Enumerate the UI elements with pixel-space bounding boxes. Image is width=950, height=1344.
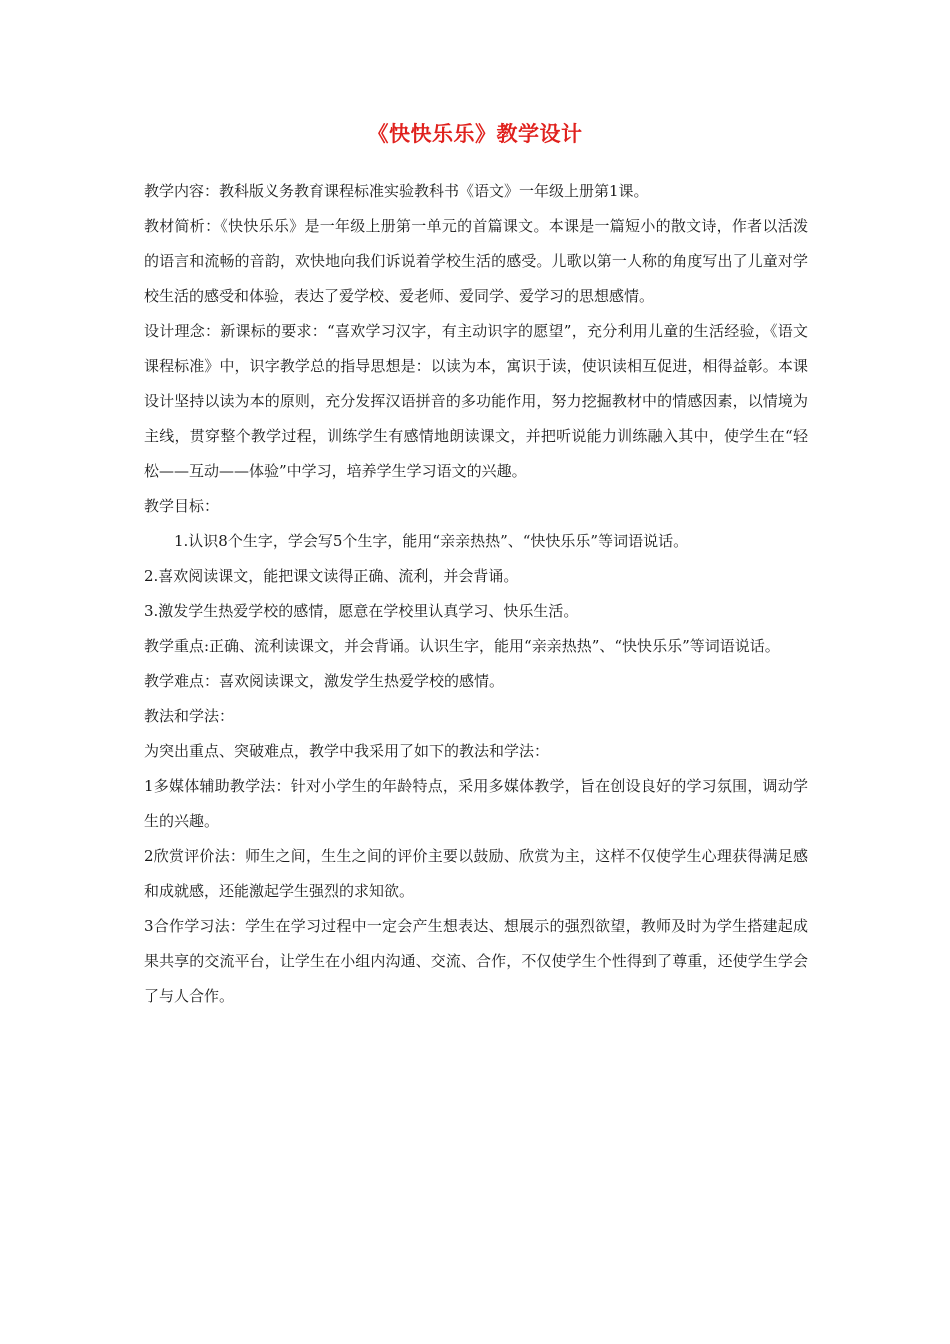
paragraph-key-points: 教学重点:正确、流利读课文，并会背诵。认识生字，能用“亲亲热热”、“快快乐乐”等词语说话。 (144, 637, 780, 655)
document-body (144, 174, 808, 1014)
paragraph-difficulties: 教学难点：喜欢阅读课文，激发学生热爱学校的感情。 (144, 672, 505, 690)
paragraph-teaching-content: 教学内容：教科版义务教育课程标准实验教科书《语文》一年级上册第1课。 (144, 182, 649, 200)
paragraph-methods-intro: 为突出重点、突破难点，教学中我采用了如下的教法和学法： (144, 742, 550, 760)
paragraph-goal-3: 3.激发学生热爱学校的感情，愿意在学校里认真学习、快乐生活。 (144, 602, 579, 620)
paragraph-goal-2: 2.喜欢阅读课文，能把课文读得正确、流利，并会背诵。 (144, 567, 519, 585)
paragraph-method-1: 1多媒体辅助教学法：针对小学生的年龄特点，采用多媒体教学，旨在创设良好的学习氛围，调动学生的兴趣。 (144, 777, 808, 830)
paragraph-method-3: 3合作学习法：学生在学习过程中一定会产生想表达、想展示的强烈欲望，教师及时为学生搭建起成果共享的交流平台，让学生在小组内沟通、交流、合作，不仅使学生个性得到了尊重，还使学生学会了与人合作。 (144, 917, 808, 1005)
paragraph-goal-1: 1.认识8个生字，学会写5个生字，能用“亲亲热热”、“快快乐乐”等词语说话。 (174, 532, 689, 550)
paragraph-teaching-goals-heading: 教学目标： (144, 497, 220, 515)
paragraph-design-concept: 设计理念：新课标的要求：“喜欢学习汉字，有主动识字的愿望”，充分利用儿童的生活经验，《语文课程标准》中，识字教学总的指导思想是：以读为本，寓识于读，使识读相互促进，相得益彰。本课设计坚持以读为本的原则，充分发挥汉语拼音的多功能作用，努力挖掘教材中的情感因素，以情境为主线，贯穿整个教学过程，训练学生有感情地朗读课文，并把听说能力训练融入其中，使学生在“轻松——互动——体验”中学习，培养学生学习语文的兴趣。 (144, 322, 808, 480)
paragraph-methods-heading: 教法和学法： (144, 707, 235, 725)
paragraph-method-2: 2欣赏评价法：师生之间，生生之间的评价主要以鼓励、欣赏为主，这样不仅使学生心理获得满足感和成就感，还能激起学生强烈的求知欲。 (144, 847, 808, 900)
paragraph-material-analysis: 教材简析：《快快乐乐》是一年级上册第一单元的首篇课文。本课是一篇短小的散文诗，作者以活泼的语言和流畅的音韵，欢快地向我们诉说着学校生活的感受。儿歌以第一人称的角度写出了儿童对学校生活的感受和体验，表达了爱学校、爱老师、爱同学、爱学习的思想感情。 (144, 217, 808, 305)
document-title: 《快快乐乐》教学设计 (367, 121, 583, 146)
